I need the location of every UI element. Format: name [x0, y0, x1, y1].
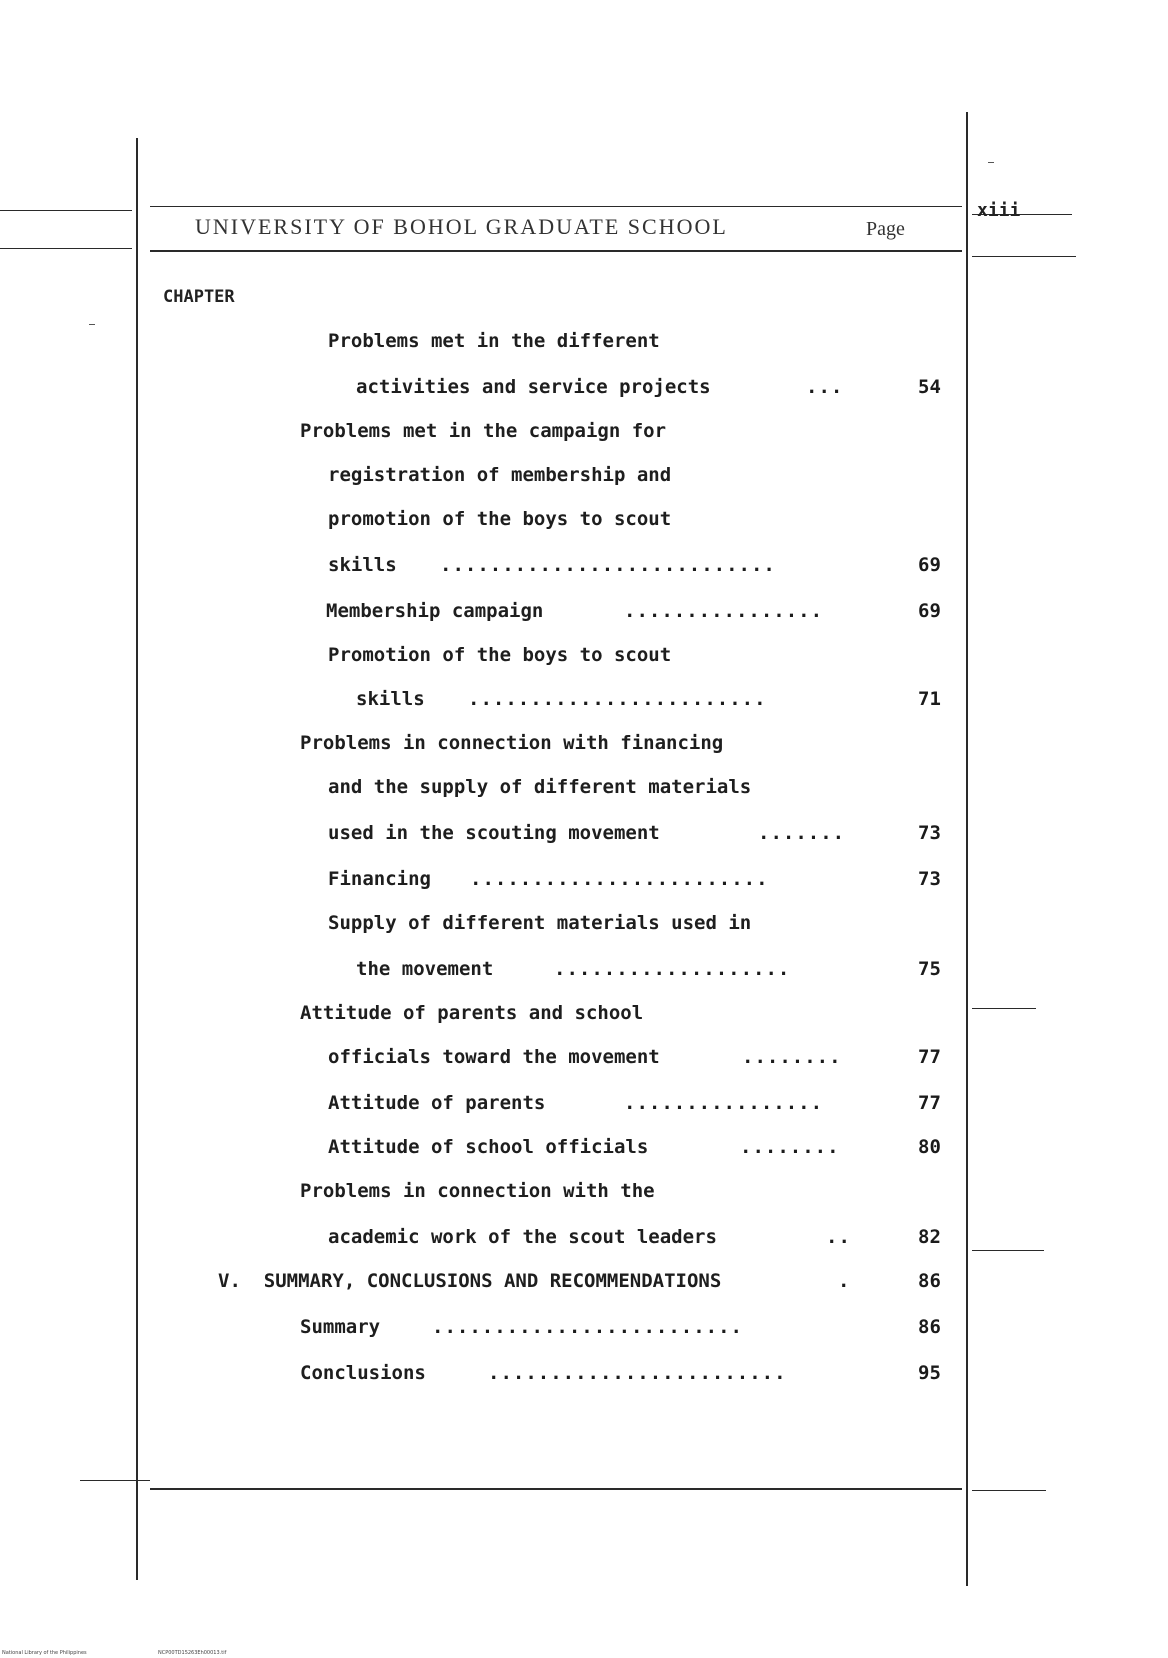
dot-leader: ................... — [554, 958, 791, 980]
dot-leader: ........................... — [440, 554, 776, 576]
dot-leader: ................ — [624, 1092, 824, 1114]
toc-entry-line: skills — [356, 688, 425, 710]
outer-rule-left-bottom — [80, 1480, 150, 1481]
toc-page-number: 71 — [918, 688, 941, 710]
outer-rule-right-mid — [972, 256, 1076, 257]
chapter-column-label: CHAPTER — [163, 287, 235, 307]
header-bottom-rule — [150, 250, 962, 252]
dot-leader: ... — [806, 376, 844, 398]
dot-leader: ................ — [624, 600, 824, 622]
toc-entry-line: activities and service projects — [356, 376, 711, 398]
toc-page-number: 73 — [918, 868, 941, 890]
toc-page-number: 73 — [918, 822, 941, 844]
toc-entry-line: Problems in connection with financing — [300, 732, 724, 754]
toc-entry-line: Problems in connection with the — [300, 1180, 655, 1202]
toc-entry-line: promotion of the boys to scout — [328, 508, 672, 530]
footer-file-id: NCP00TD15263Eh00013.tif — [158, 1650, 227, 1656]
toc-entry-line: Attitude of parents — [328, 1092, 546, 1114]
dot-leader: .. — [826, 1226, 851, 1248]
toc-entry-line: officials toward the movement — [328, 1046, 660, 1068]
outer-rule-right-bottom — [972, 1490, 1046, 1491]
toc-page-number: 69 — [918, 554, 941, 576]
toc-page-number: 75 — [918, 958, 941, 980]
dot-leader: ........................ — [468, 688, 767, 710]
toc-entry-line: the movement — [356, 958, 494, 980]
toc-page-number: 80 — [918, 1136, 941, 1158]
toc-entry-line: and the supply of different materials — [328, 776, 752, 798]
toc-entry-line: Financing — [328, 868, 431, 890]
dot-leader: ........ — [740, 1136, 840, 1158]
header-top-rule — [150, 206, 962, 207]
outer-rule-left-mid — [0, 248, 132, 249]
dot-leader: ........................ — [470, 868, 769, 890]
toc-entry-line: Attitude of parents and school — [300, 1002, 644, 1024]
toc-entry-line: Promotion of the boys to scout — [328, 644, 672, 666]
speck-mark — [89, 324, 95, 325]
toc-page-number: 77 — [918, 1046, 941, 1068]
toc-page-number: 95 — [918, 1362, 941, 1384]
toc-entry-line: Membership campaign — [326, 600, 544, 622]
speck-mark — [988, 162, 994, 163]
right-margin-rule — [966, 112, 968, 1586]
dot-leader: ........................ — [488, 1362, 787, 1384]
footer-library-credit: National Library of the Philippines — [2, 1650, 87, 1656]
dot-leader: . — [838, 1270, 851, 1292]
toc-entry-line: Problems met in the different — [328, 330, 660, 352]
toc-entry-line: Attitude of school officials — [328, 1136, 649, 1158]
toc-entry-line: V. SUMMARY, CONCLUSIONS AND RECOMMENDATIONS — [218, 1270, 722, 1292]
dot-leader: ......................... — [432, 1316, 743, 1338]
page-column-label: Page — [866, 218, 905, 240]
toc-entry-line: academic work of the scout leaders — [328, 1226, 717, 1248]
toc-page-number: 82 — [918, 1226, 941, 1248]
toc-entry-line: registration of membership and — [328, 464, 672, 486]
toc-entry-line: Supply of different materials used in — [328, 912, 752, 934]
left-margin-rule — [136, 138, 138, 1580]
toc-page-number: 77 — [918, 1092, 941, 1114]
toc-entry-line: skills — [328, 554, 397, 576]
toc-page-number: 69 — [918, 600, 941, 622]
outer-rule-right-a — [972, 1008, 1036, 1009]
outer-rule-right-b — [972, 1250, 1044, 1251]
toc-entry-line: Problems met in the campaign for — [300, 420, 667, 442]
toc-page-number: 86 — [918, 1270, 941, 1292]
toc-page-number: 86 — [918, 1316, 941, 1338]
toc-page-number: 54 — [918, 376, 941, 398]
institution-header: UNIVERSITY OF BOHOL GRADUATE SCHOOL — [195, 214, 728, 239]
roman-page-number: xiii — [977, 200, 1021, 221]
outer-rule-left-top — [0, 210, 132, 211]
toc-entry-line: Summary — [300, 1316, 381, 1338]
dot-leader: ........ — [742, 1046, 842, 1068]
footer-rule — [150, 1488, 962, 1490]
toc-entry-line: used in the scouting movement — [328, 822, 660, 844]
dot-leader: ....... — [758, 822, 846, 844]
toc-entry-line: Conclusions — [300, 1362, 426, 1384]
